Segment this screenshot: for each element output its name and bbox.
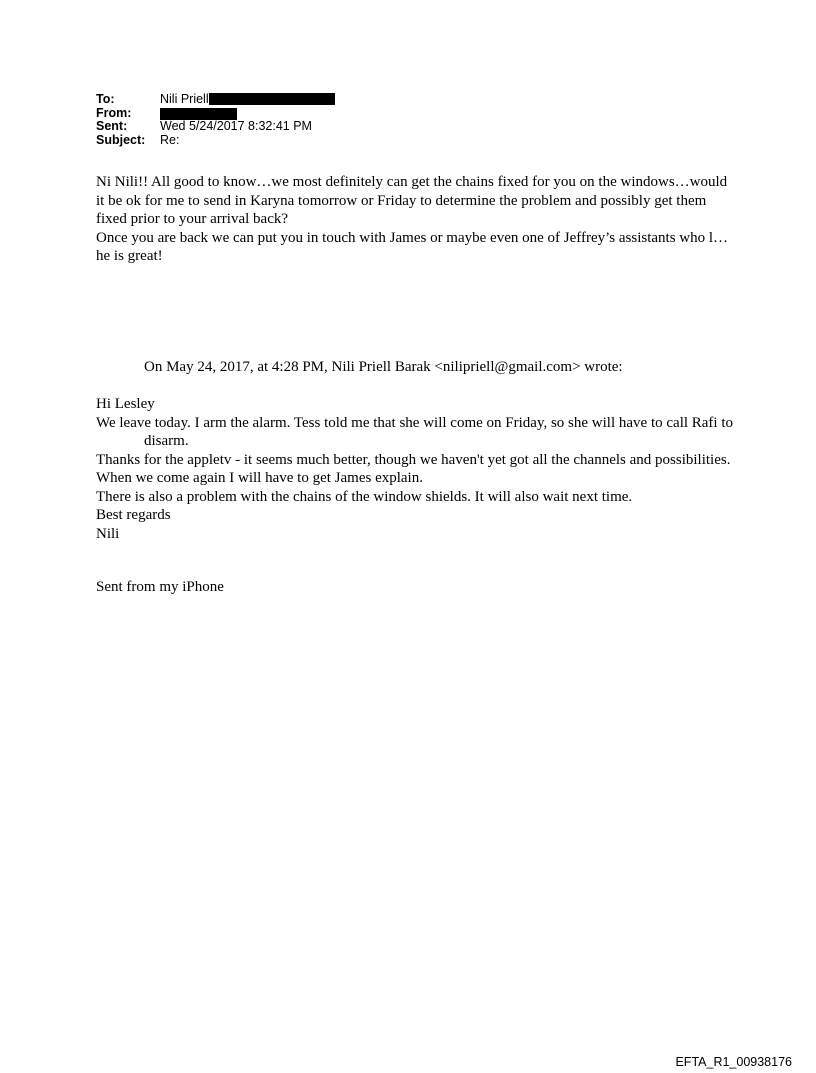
- to-name: Nili Priell: [160, 92, 209, 106]
- subject-label: Subject:: [96, 132, 146, 147]
- redaction-box: [209, 93, 335, 105]
- reply-body: [96, 173, 736, 266]
- quoted-line: Thanks for the appletv - it seems much better, though we haven't yet got all the channels and possibilities.: [96, 451, 731, 468]
- signature: Sent from my iPhone: [96, 579, 224, 595]
- quoted-message: [96, 395, 736, 543]
- to-value: [160, 93, 335, 107]
- subject-value: Re:: [160, 132, 180, 147]
- reply-paragraph: Ni Nili!! All good to know…we most definitely can get the chains fixed for you on the windows…would it be ok for me to send in Karyna tomorrow or Friday to determine the problem and possibly get them fixed prior to your arrival back?: [96, 174, 728, 227]
- quoted-line: Nili: [96, 525, 120, 542]
- sent-value: Wed 5/24/2017 8:32:41 PM: [160, 119, 312, 133]
- redaction-box: [160, 108, 237, 120]
- quoted-line: Hi Lesley: [96, 396, 155, 412]
- quoted-line: Best regards: [96, 507, 171, 523]
- sent-label: Sent:: [96, 119, 128, 133]
- quoted-line: We leave today. I arm the alarm. Tess told me that she will come on Friday, so she will have to call Rafi to disarm.: [96, 414, 734, 449]
- quoted-line: There is also a problem with the chains of the window shields. It will also wait next time.: [96, 488, 633, 505]
- to-label: To:: [96, 92, 115, 106]
- reply-paragraph: Once you are back we can put you in touch with James or maybe even one of Jeffrey’s assistants who l…he is great!: [96, 229, 729, 264]
- document-id: EFTA_R1_00938176: [675, 1055, 792, 1069]
- from-label: From:: [96, 105, 132, 120]
- quoted-attribution: On May 24, 2017, at 4:28 PM, Nili Priell Barak <nilipriell@gmail.com> wrote:: [144, 359, 623, 375]
- quoted-line: When we come again I will have to get James explain.: [96, 470, 423, 486]
